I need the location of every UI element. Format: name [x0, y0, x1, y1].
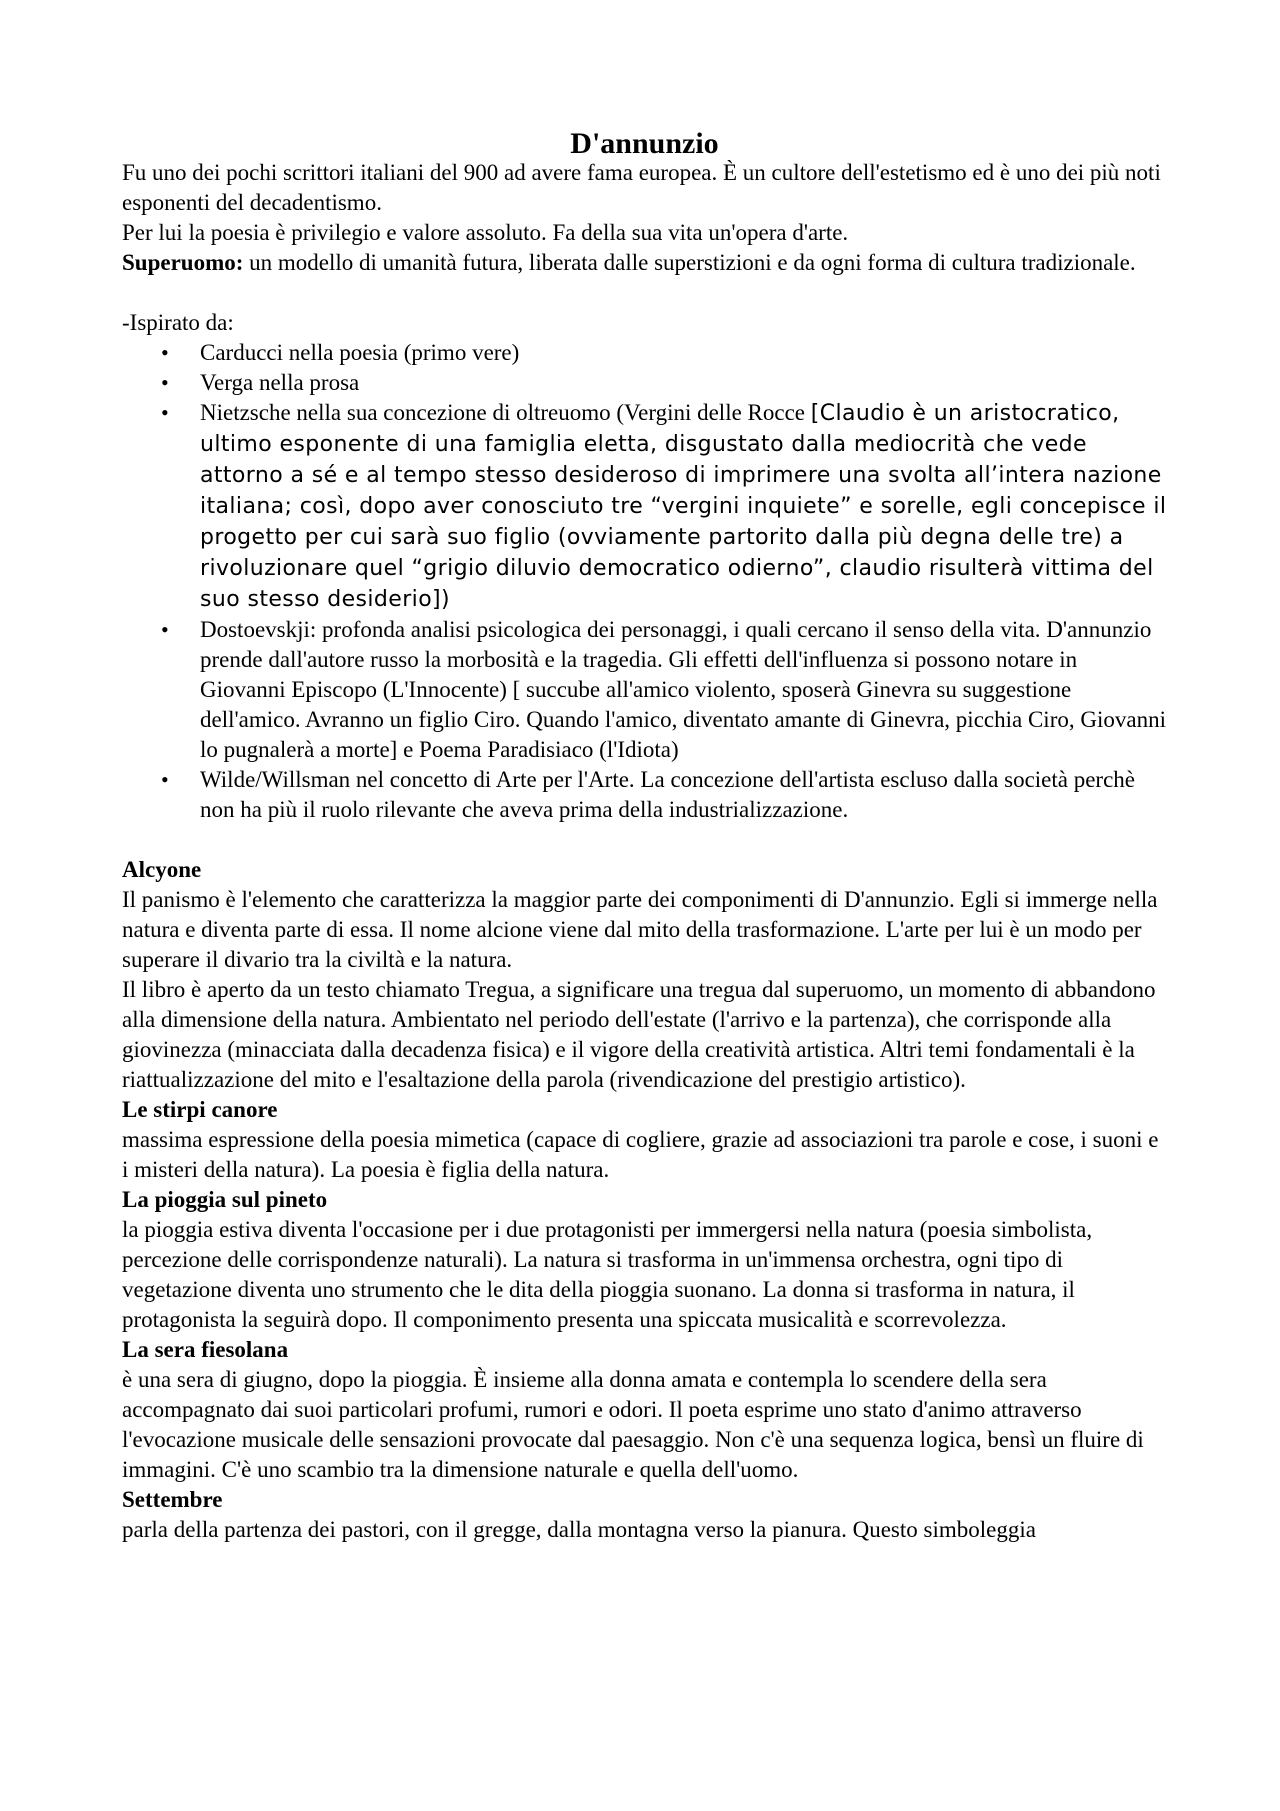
alcyone-paragraph-2: Il libro è aperto da un testo chiamato Tregua, a significare una tregua dal superuomo, un momento di abbandono alla dimensione della natura. Ambientato nel periodo dell'estate (l'arrivo e la partenza), che corrisponde alla giovinezza (minacciata dalla decadenza fisica) e il vigore della creatività artistica. Altri temi fondamentali è la riattualizzazione del mito e l'esaltazione della parola (rivendicazione del prestigio artistico).	[122, 977, 1156, 1092]
spacer	[122, 278, 1167, 308]
sera-heading: La sera fiesolana	[122, 1337, 289, 1362]
bullet-icon: •	[161, 767, 169, 792]
alcyone-heading: Alcyone	[122, 857, 202, 882]
bullet-icon: •	[161, 400, 169, 425]
pioggia-heading: La pioggia sul pineto	[122, 1187, 328, 1212]
list-item	[122, 615, 1167, 765]
list-item	[122, 398, 1167, 615]
stirpi-paragraph: massima espressione della poesia mimetica (capace di cogliere, grazie ad associazioni tra parole e cose, i suoni e i misteri della natura). La poesia è figlia della natura.	[122, 1127, 1159, 1182]
page-title: D'annunzio	[570, 127, 719, 160]
list-item-text: Wilde/Willsman nel concetto di Arte per l'Arte. La concezione dell'artista escluso dalla società perchè non ha più il ruolo rilevante che aveva prima della industrializzazione.	[200, 767, 1136, 822]
pioggia-paragraph: la pioggia estiva diventa l'occasione per i due protagonisti per immergersi nella natura (poesia simbolista, percezione delle corrispondenze naturali). La natura si trasforma in un'immensa orchestra, ogni tipo di vegetazione diventa uno strumento che le dita della pioggia suonano. La donna si trasforma in natura, il protagonista la seguirà dopo. Il componimento presenta una spiccata musicalità e scorrevolezza.	[122, 1217, 1093, 1332]
settembre-paragraph: parla della partenza dei pastori, con il gregge, dalla montagna verso la pianura. Questo simboleggia	[122, 1517, 1036, 1542]
list-item-text: Carducci nella poesia (primo vere)	[200, 340, 520, 365]
ispirato-label: -Ispirato da:	[122, 310, 234, 335]
bullet-icon: •	[161, 370, 169, 395]
sera-paragraph: è una sera di giugno, dopo la pioggia. È insieme alla donna amata e contempla lo scendere della sera accompagnato dai suoi particolari profumi, rumori e odori. Il poeta esprime uno stato d'animo attraverso l'evocazione musicale delle sensazioni provocate dal paesaggio. Non c'è una sequenza logica, bensì un fluire di immagini. C'è uno scambio tra la dimensione naturale e quella dell'uomo.	[122, 1367, 1144, 1482]
list-item-text: Dostoevskji: profonda analisi psicologica dei personaggi, i quali cercano il senso della vita. D'annunzio prende dall'autore russo la morbosità e la tragedia. Gli effetti dell'influenza si possono notare in Giovanni Episcopo (L'Innocente) [ succube all'amico violento, sposerà Ginevra su suggestione dell'amico. Avranno un figlio Ciro. Quando l'amico, diventato amante di Ginevra, picchia Ciro, Giovanni lo pugnalerà a morte] e Poema Paradisiaco (l'Idiota)	[200, 617, 1166, 762]
alcyone-paragraph-1: Il panismo è l'elemento che caratterizza la maggior parte dei componimenti di D'annunzio. Egli si immerge nella natura e diventa parte di essa. Il nome alcione viene dal mito della trasformazione. L'arte per lui è un modo per superare il divario tra la civiltà e la natura.	[122, 887, 1158, 972]
settembre-heading: Settembre	[122, 1487, 223, 1512]
document-page	[122, 124, 1167, 1545]
bullet-icon: •	[161, 340, 169, 365]
stirpi-heading: Le stirpi canore	[122, 1097, 278, 1122]
vergini-note: [Claudio è un aristocratico, ultimo esponente di una famiglia eletta, disgustato dalla mediocrità che vede attorno a sé e al tempo stesso desideroso di imprimere una svolta all’intera nazione italiana; così, dopo aver conosciuto tre “vergini inquiete” e sorelle, egli concepisce il progetto per cui sarà suo figlio (ovviamente partorito dalla più degna delle tre) a rivoluzionare quel “grigio diluvio democratico odierno”, claudio risulterà vittima del suo stesso desiderio])	[200, 401, 1167, 612]
intro-paragraph-2: Per lui la poesia è privilegio e valore assoluto. Fa della sua vita un'opera d'arte.	[122, 220, 849, 245]
list-item	[122, 368, 1167, 398]
intro-paragraph-1: Fu uno dei pochi scrittori italiani del 900 ad avere fama europea. È un cultore dell'estetismo ed è uno dei più noti esponenti del decadentismo.	[122, 160, 1161, 215]
superuomo-paragraph	[122, 248, 1167, 278]
superuomo-term: Superuomo:	[122, 250, 244, 275]
influences-list	[122, 338, 1167, 825]
list-item-text: Nietzsche nella sua concezione di oltreuomo (Vergini delle Rocce	[200, 400, 811, 425]
list-item	[122, 338, 1167, 368]
list-item	[122, 765, 1167, 825]
list-item-text: Verga nella prosa	[200, 370, 360, 395]
bullet-icon: •	[161, 617, 169, 642]
spacer	[122, 825, 1167, 855]
superuomo-definition: un modello di umanità futura, liberata dalle superstizioni e da ogni forma di cultura tradizionale.	[243, 250, 1136, 275]
